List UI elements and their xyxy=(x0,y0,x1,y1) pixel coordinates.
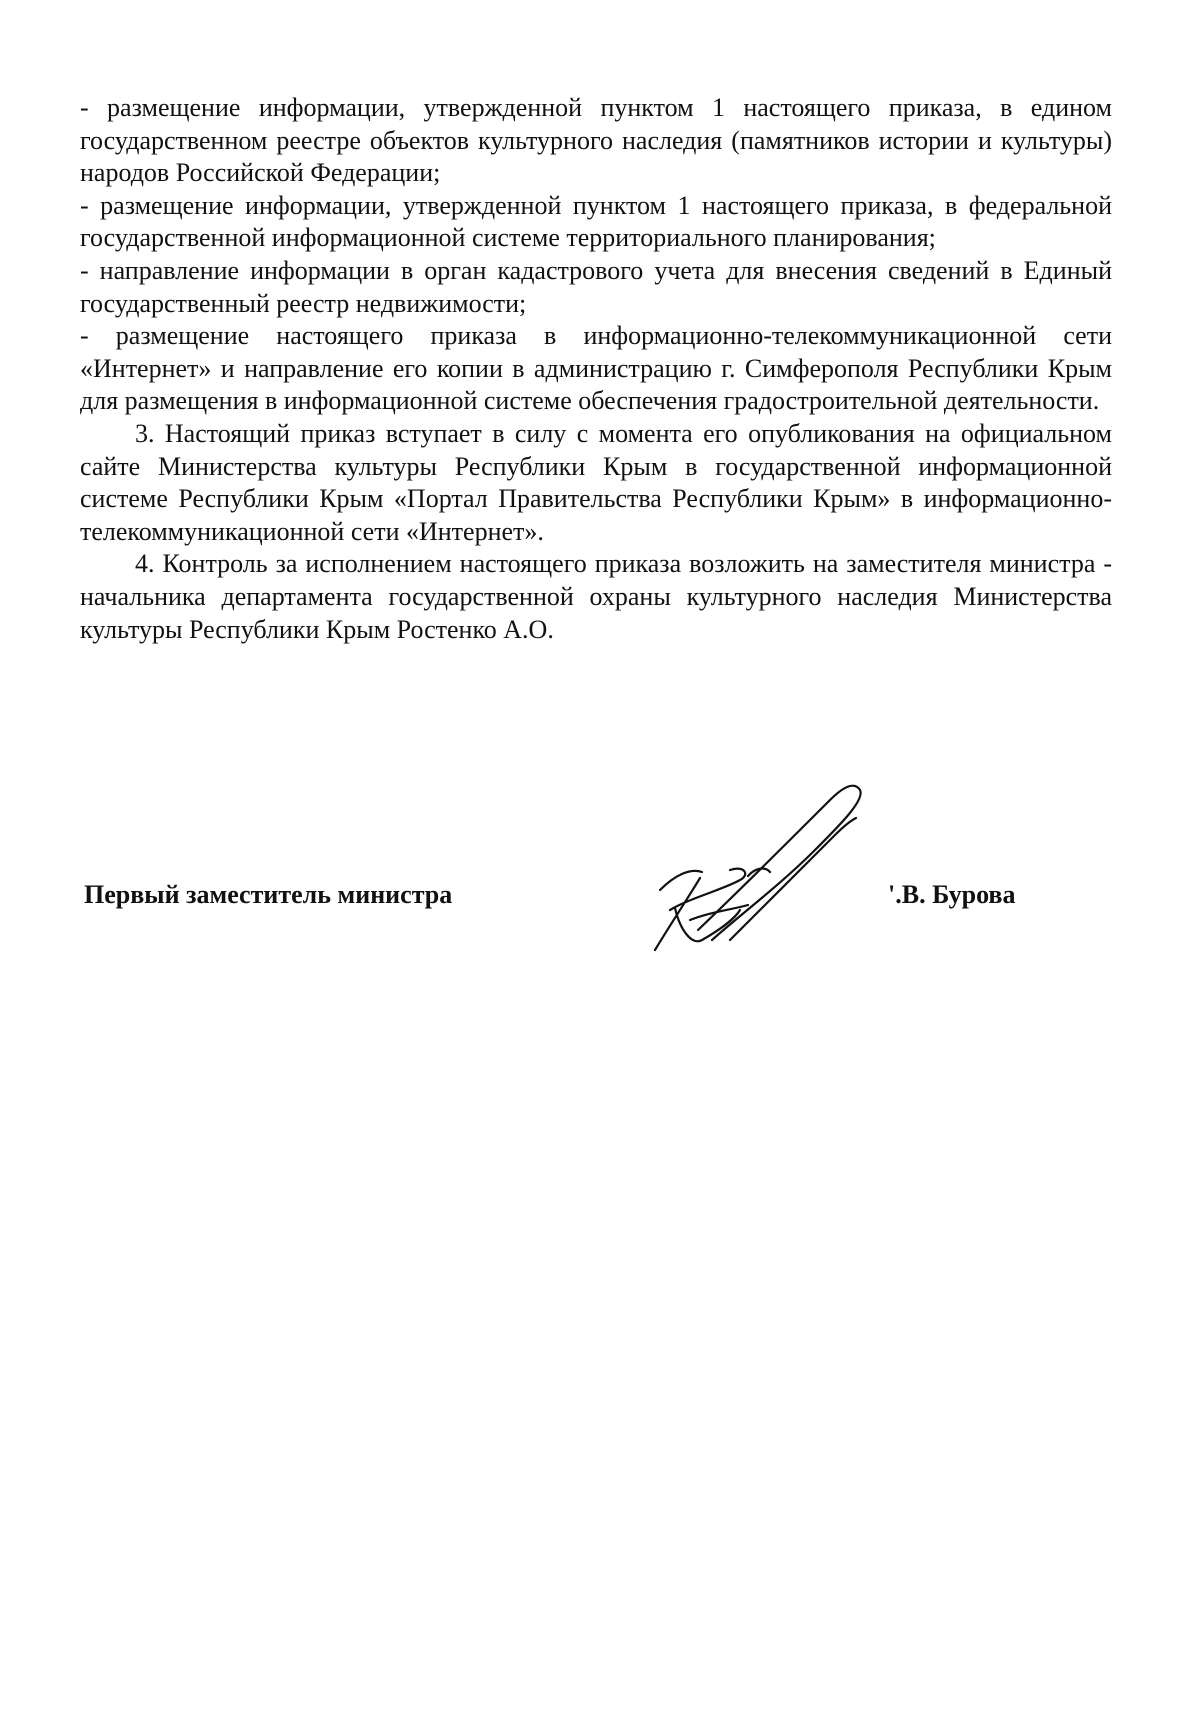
handwritten-signature xyxy=(630,780,910,960)
signer-name: '.В. Бурова xyxy=(888,880,1016,909)
signature-block xyxy=(80,880,1112,920)
numbered-paragraph-3: 3. Настоящий приказ вступает в силу с момента его опубликования на официальном сайте Министерства культуры Республики Крым в государственной информационной системе Республики Крым «Портал Правительства Республики Крым» в информационно-телекоммуникационной сети «Интернет». xyxy=(80,418,1112,546)
bullet-paragraph-cadastral: - направление информации в орган кадастрового учета для внесения сведений в Единый государственный реестр недвижимости; xyxy=(80,255,1112,318)
bullet-paragraph-internet: - размещение настоящего приказа в информационно-телекоммуникационной сети «Интернет» и направление его копии в администрацию г. Симферополя Республики Крым для размещения в информационной системе обеспечения градостроительной деятельности. xyxy=(80,321,1112,416)
signer-title: Первый заместитель министра xyxy=(84,880,453,909)
document-body xyxy=(80,92,1112,646)
bullet-paragraph-planning-system: - размещение информации, утвержденной пунктом 1 настоящего приказа, в федеральной государственной информационной системе территориального планирования; xyxy=(80,190,1112,253)
bullet-paragraph-registry: - размещение информации, утвержденной пунктом 1 настоящего приказа, в едином государственном реестре объектов культурного наследия (памятников истории и культуры) народов Российской Федерации; xyxy=(80,93,1112,188)
numbered-paragraph-4: 4. Контроль за исполнением настоящего приказа возложить на заместителя министра - начальника департамента государственной охраны культурного наследия Министерства культуры Республики Крым Ростенко А.О. xyxy=(80,549,1112,644)
